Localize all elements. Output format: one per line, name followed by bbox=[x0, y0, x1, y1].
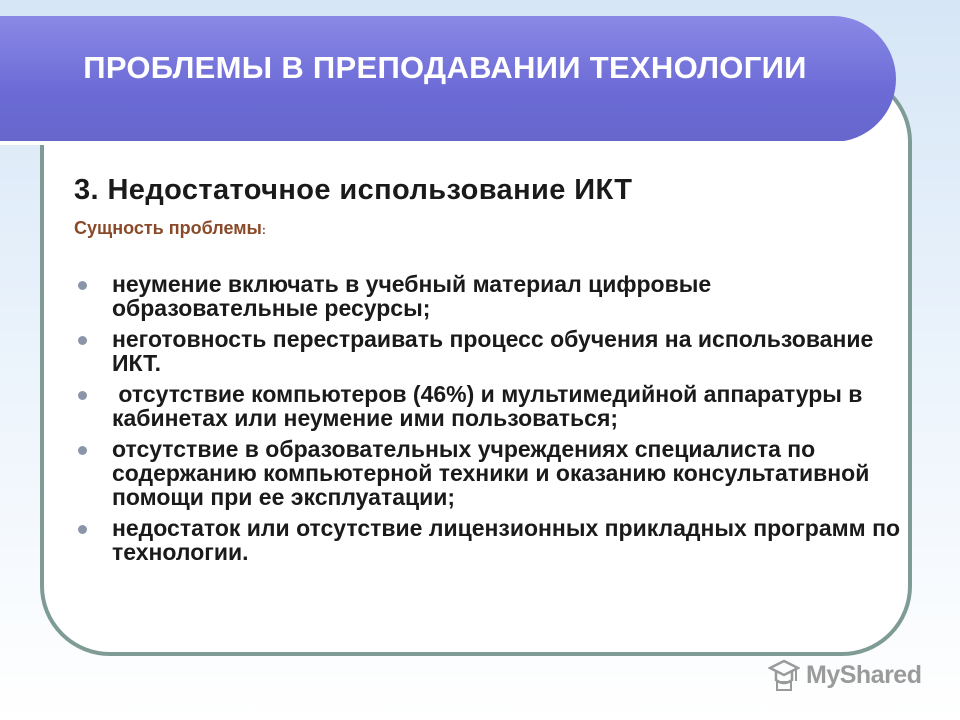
title-underline bbox=[0, 141, 846, 145]
bullet-text: отсутствие компьютеров (46%) и мультимедийной аппаратуры в кабинетах или неумение ими пользоваться; bbox=[112, 381, 863, 431]
subheading-text: Сущность проблемы bbox=[74, 218, 262, 238]
bullet-item bbox=[72, 382, 912, 430]
bullet-text: неумение включать в учебный материал цифровые образовательные ресурсы; bbox=[112, 271, 712, 321]
subheading-colon: : bbox=[261, 223, 266, 237]
bullet-text: неготовность перестраивать процесс обучения на использование ИКТ. bbox=[112, 326, 874, 376]
bullet-item bbox=[72, 516, 912, 564]
bullet-dot-icon bbox=[78, 391, 87, 400]
bullet-text: отсутствие в образовательных учреждениях специалиста по содержанию компьютерной техники и оказанию консультативной помощи при ее эксплуатации; bbox=[112, 436, 870, 510]
bullet-dot-icon bbox=[78, 281, 87, 290]
section-heading: 3. Недостаточное использование ИКТ bbox=[74, 174, 633, 206]
title-banner bbox=[0, 16, 896, 142]
bullet-dot-icon bbox=[78, 336, 87, 345]
bullet-item bbox=[72, 272, 912, 320]
bullet-item bbox=[72, 327, 912, 375]
bullet-item bbox=[72, 437, 912, 509]
slide-title: ПРОБЛЕМЫ В ПРЕПОДАВАНИИ ТЕХНОЛОГИИ bbox=[83, 50, 807, 85]
subheading bbox=[74, 218, 266, 239]
bullet-dot-icon bbox=[78, 446, 87, 455]
mortarboard-icon bbox=[768, 658, 800, 692]
bullet-list bbox=[72, 272, 912, 571]
watermark[interactable] bbox=[768, 656, 921, 694]
watermark-text: MyShared bbox=[806, 660, 922, 689]
bullet-dot-icon bbox=[78, 525, 87, 534]
bullet-text: недостаток или отсутствие лицензионных прикладных программ по технологии. bbox=[112, 515, 901, 565]
